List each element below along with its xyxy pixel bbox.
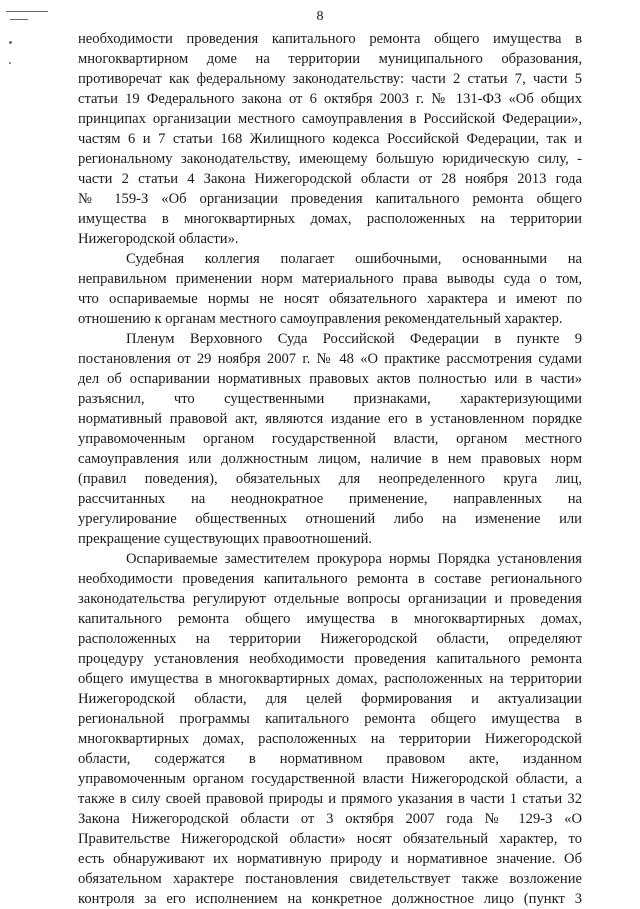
text-line: что оспариваемые нормы не носят обязательного характера и имеют по	[78, 291, 582, 307]
text-line: законодательства регулируют отдельные вопросы организации и проведения	[78, 591, 582, 607]
scan-dot	[9, 41, 12, 44]
text-line: также в силу своей правовой природы и прямого указания в части 1 статьи 32	[78, 791, 582, 807]
text-line: нормативный правовой акт, являются издание его в установленном порядке	[78, 411, 582, 427]
text-line: необходимости проведения капитального ремонта общего имущества в	[78, 31, 582, 47]
text-line: общего имущества в многоквартирных домах, расположенных на территории	[78, 671, 582, 687]
text-line: расположенных на территории Нижегородской области, определяют	[78, 631, 582, 647]
text-line: отношению к органам местного самоуправления рекомендательный характер.	[78, 311, 563, 327]
text-line: управомоченным органом государственной власти Нижегородской области, а	[78, 771, 582, 787]
paragraph	[78, 29, 582, 249]
text-line: принципах организации местного самоуправления в Российской Федерации»,	[78, 111, 582, 127]
page-number: 8	[316, 9, 324, 24]
text-line: урегулирование общественных отношений либо на изменение или	[78, 511, 582, 527]
text-line: многоквартирных домах, расположенных на территории Нижегородской	[78, 731, 582, 747]
text-line: процедуру установления необходимости проведения капитального ремонта	[78, 651, 582, 667]
text-line: Правительстве Нижегородской области» носят обязательный характер, то	[78, 831, 582, 847]
paragraph	[78, 329, 582, 549]
text-line: управомоченным органом государственной власти, органом местного	[78, 431, 582, 447]
text-line: № 159-З «Об организации проведения капитального ремонта общего	[78, 191, 582, 207]
text-line: Оспариваемые заместителем прокурора нормы Порядка установления	[126, 551, 582, 567]
text-line: Судебная коллегия полагает ошибочными, основанными на	[126, 251, 582, 267]
paragraph	[78, 549, 582, 909]
text-line: области, содержатся в нормативном правовом акте, изданном	[78, 751, 582, 767]
scan-dot	[9, 62, 11, 64]
text-line: частям 6 и 7 статьи 168 Жилищного кодекса Российской Федерации, так и	[78, 131, 582, 147]
text-line: имущества в многоквартирных домах, расположенных на территории	[78, 211, 582, 227]
text-line: контроля за его исполнением на конкретное должностное лицо (пункт 3	[78, 891, 582, 907]
text-line: Закона Нижегородской области от 3 октября 2007 года № 129-З «О	[78, 811, 582, 827]
text-line: необходимости проведения капитального ремонта в составе регионального	[78, 571, 582, 587]
text-line: части 2 статьи 4 Закона Нижегородской области от 28 ноября 2013 года	[78, 171, 582, 187]
text-line: региональной программы капитального ремонта общего имущества в	[78, 711, 582, 727]
text-line: капитального ремонта общего имущества в многоквартирных домах,	[78, 611, 582, 627]
text-line: постановления от 29 ноября 2007 г. № 48 «О практике рассмотрения судами	[78, 351, 582, 367]
body-text	[78, 29, 582, 909]
text-line: (правил поведения), обязательных для неопределенного круга лиц,	[78, 471, 582, 487]
text-line: статьи 19 Федерального закона от 6 октября 2003 г. № 131-ФЗ «Об общих	[78, 91, 582, 107]
text-line: самоуправления или должностным лицом, наличие в нем правовых норм	[78, 451, 582, 467]
text-line: рассчитанных на неоднократное применение, направленных на	[78, 491, 582, 507]
text-line: Нижегородской области».	[78, 231, 239, 247]
text-line: противоречат как федеральному законодательству: части 2 статьи 7, части 5	[78, 71, 582, 87]
text-line: многоквартирном доме на территории муниципального образования,	[78, 51, 582, 67]
text-line: разъяснил, что существенными признаками, характеризующими	[78, 391, 582, 407]
text-line: есть обнаруживают их нормативную природу и нормативное значение. Об	[78, 851, 582, 867]
text-line: дел об оспаривании нормативных правовых актов полностью или в части»	[78, 371, 582, 387]
text-line: прекращение существующих правоотношений.	[78, 531, 373, 547]
text-line: региональному законодательству, имеющему большую юридическую силу, -	[78, 151, 582, 167]
text-line: Нижегородской области, для целей формирования и актуализации	[78, 691, 582, 707]
text-line: Пленум Верховного Суда Российской Федерации в пункте 9	[126, 331, 582, 347]
text-line: обязательном характере постановления свидетельствует также возложение	[78, 871, 582, 887]
text-line: неправильном применении норм материального права выводы суда о том,	[78, 271, 582, 287]
paragraph	[78, 249, 582, 329]
